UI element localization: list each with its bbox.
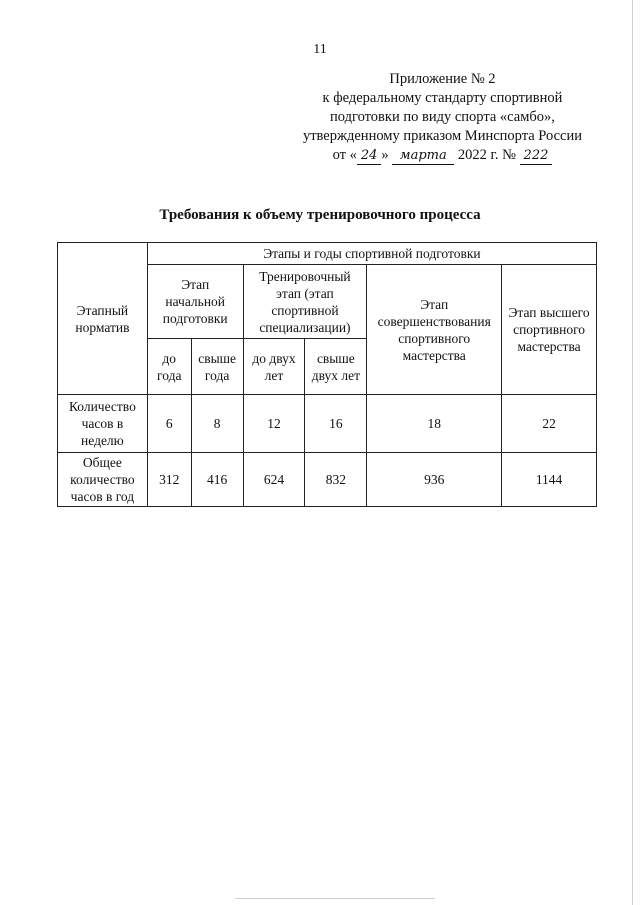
date-day-handwritten: 24	[357, 148, 382, 165]
table-cell: 624	[243, 453, 305, 507]
subheader-training-2: свыше двух лет	[305, 339, 367, 395]
date-year: 2022 г. №	[457, 147, 516, 163]
table-cell: 22	[502, 395, 597, 453]
table-cell: 8	[191, 395, 243, 453]
appendix-line-2: к федеральному стандарту спортивной	[322, 90, 563, 106]
date-prefix: от «	[332, 147, 357, 163]
document-title: Требования к объему тренировочного процесса	[159, 207, 481, 223]
page-number: 11	[313, 42, 327, 57]
header-stage-training: Тренировочный этап (этап спортивной специализации)	[243, 265, 367, 339]
scan-artifact	[235, 898, 435, 899]
table-cell: 12	[243, 395, 305, 453]
table-cell: 18	[367, 395, 502, 453]
subheader-initial-2: свыше года	[191, 339, 243, 395]
table-row	[58, 395, 597, 453]
appendix-header	[303, 70, 582, 165]
appendix-date-line	[303, 146, 582, 165]
table-cell: 6	[147, 395, 191, 453]
table-cell: 936	[367, 453, 502, 507]
subheader-training-1: до двух лет	[243, 339, 305, 395]
table-cell: 416	[191, 453, 243, 507]
header-stages-group: Этапы и годы спортивной подготовки	[147, 243, 596, 265]
appendix-line-3: подготовки по виду спорта «самбо»,	[330, 109, 555, 125]
table-cell: 832	[305, 453, 367, 507]
subheader-initial-1: до года	[147, 339, 191, 395]
row-label: Общее количество часов в год	[58, 453, 148, 507]
header-norm: Этапный норматив	[58, 243, 148, 395]
date-number-handwritten: 222	[520, 148, 553, 165]
header-stage-initial: Этап начальной подготовки	[147, 265, 243, 339]
table-cell: 16	[305, 395, 367, 453]
appendix-line-1: Приложение № 2	[389, 71, 496, 87]
scan-artifact	[632, 0, 633, 905]
table-row	[58, 453, 597, 507]
table-cell: 1144	[502, 453, 597, 507]
date-month-handwritten: марта	[392, 148, 454, 165]
date-mid: »	[381, 147, 389, 163]
appendix-line-4: утвержденному приказом Минспорта России	[302, 128, 582, 144]
table-cell: 312	[147, 453, 191, 507]
header-stage-improvement: Этап совершенствования спортивного мастерства	[367, 265, 502, 395]
requirements-table	[57, 242, 597, 507]
row-label: Количество часов в неделю	[58, 395, 148, 453]
header-stage-highest: Этап высшего спортивного мастерства	[502, 265, 597, 395]
